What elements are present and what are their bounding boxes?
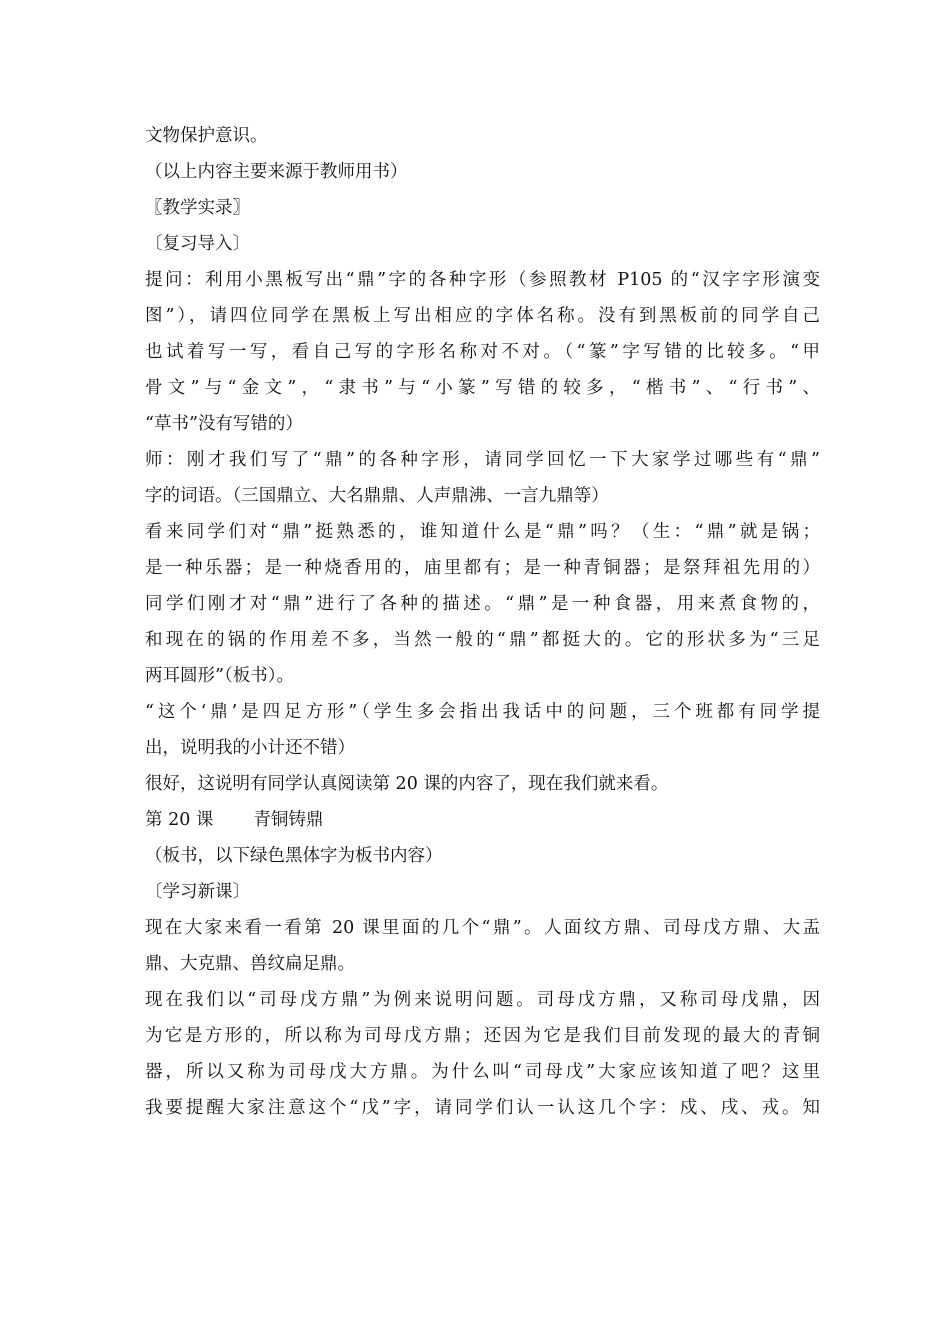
text-line: 现在我们以“司母戊方鼎”为例来说明问题。司母戊方鼎，又称司母戊鼎，因 <box>145 990 820 1010</box>
text-line: 我要提醒大家注意这个“戊”字，请同学们认一认这几个字：戍、戌、戎。知 <box>145 1098 820 1118</box>
text-line: “这个‘鼎’是四足方形”（学生多会指出我话中的问题，三个班都有同学提 <box>145 702 820 722</box>
text-line: 和现在的锅的作用差不多，当然一般的“鼎”都挺大的。它的形状多为“三足 <box>145 630 820 650</box>
text-line: 同学们刚才对“鼎”进行了各种的描述。“鼎”是一种食器，用来煮食物的， <box>145 594 820 614</box>
text-line: 也试着写一写，看自己写的字形名称对不对。（“篆”字写错的比较多。“甲 <box>145 342 820 362</box>
text-line: 图”），请四位同学在黑板上写出相应的字体名称。没有到黑板前的同学自己 <box>145 306 820 326</box>
text-line: 鼎、大克鼎、兽纹扁足鼎。 <box>145 954 355 974</box>
text-line: 文物保护意识。 <box>145 126 268 146</box>
lesson-number: 第 20 课 <box>145 810 214 830</box>
text-line: 现在大家来看一看第 20 课里面的几个“鼎”。人面纹方鼎、司母戊方鼎、大盂 <box>145 918 820 938</box>
text-line: 器，所以又称为司母戊大方鼎。为什么叫“司母戊”大家应该知道了吧？这里 <box>145 1062 820 1082</box>
text-line: 是一种乐器；是一种烧香用的，庙里都有；是一种青铜器；是祭拜祖先用的） <box>145 558 820 578</box>
text-line: 〖教学实录〗 <box>145 198 250 218</box>
text-line: 为它是方形的，所以称为司母戊方鼎；还因为它是我们目前发现的最大的青铜 <box>145 1026 820 1046</box>
text-line: 提问：利用小黑板写出“鼎”字的各种字形（参照教材 P105 的“汉字字形演变 <box>145 270 820 290</box>
text-line: 字的词语。（三国鼎立、大名鼎鼎、人声鼎沸、一言九鼎等） <box>145 486 609 506</box>
lesson-heading <box>145 802 820 838</box>
lesson-title: 青铜铸鼎 <box>253 810 324 830</box>
text-line: “草书”没有写错的） <box>145 414 303 434</box>
text-line: 看来同学们对“鼎”挺熟悉的，谁知道什么是“鼎”吗？（生：“鼎”就是锅； <box>145 522 820 542</box>
text-line: 〔学习新课〕 <box>145 882 250 902</box>
text-line: 师：刚才我们写了“鼎”的各种字形，请同学回忆一下大家学过哪些有“鼎” <box>145 450 820 470</box>
text-line: 骨文”与“金文”，“隶书”与“小篆”写错的较多，“楷书”、“行书”、 <box>145 378 820 398</box>
text-line: （板书，以下绿色黑体字为板书内容） <box>145 846 443 866</box>
document-page <box>145 118 820 1126</box>
text-line: （以上内容主要来源于教师用书） <box>145 162 408 182</box>
text-line: 〔复习导入〕 <box>145 234 250 254</box>
text-line: 两耳圆形”（板书）。 <box>145 666 294 686</box>
text-line: 出，说明我的小计还不错） <box>145 738 355 758</box>
text-line: 很好，这说明有同学认真阅读第 20 课的内容了，现在我们就来看。 <box>145 774 669 794</box>
